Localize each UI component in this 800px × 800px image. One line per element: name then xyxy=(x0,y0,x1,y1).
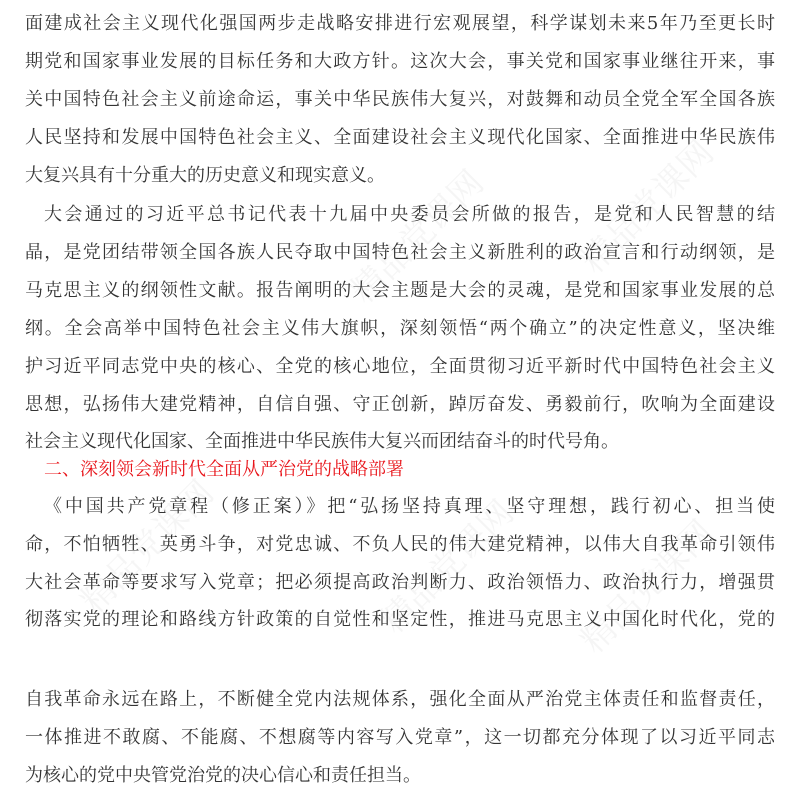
text-line: 《中国共产党章程（修正案）》把“弘扬坚持真理、坚守理想，践行初心、担当使 xyxy=(44,496,775,517)
text-line: 彻落实党的理论和路线方针政策的自觉性和坚定性，推进马克思主义中国化时代化，党的 xyxy=(25,609,775,630)
text-line: 大复兴具有十分重大的历史意义和现实意义。 xyxy=(25,165,385,186)
text-line: 护习近平同志党中央的核心、全党的核心地位，全面贯彻习近平新时代中国特色社会主义 xyxy=(25,356,775,377)
text-line: 大会通过的习近平总书记代表十九届中央委员会所做的报告，是党和人民智慧的结 xyxy=(44,204,775,225)
text-line: 自我革命永远在路上，不断健全党内法规体系，强化全面从严治党主体责任和监督责任， xyxy=(25,689,775,710)
text-line: 大社会革命等要求写入党章；把必须提高政治判断力、政治领悟力、政治执行力，增强贯 xyxy=(25,572,775,593)
text-line: 晶，是党团结带领全国各族人民夺取中国特色社会主义新胜利的政治宣言和行动纲领，是 xyxy=(25,242,775,263)
text-line: 纲。全会高举中国特色社会主义伟大旗帜，深刻领悟“两个确立”的决定性意义，坚决维 xyxy=(25,318,775,339)
text-line: 面建成社会主义现代化强国两步走战略安排进行宏观展望，科学谋划未来5年乃至更长时 xyxy=(25,13,775,34)
text-line: 命，不怕牺牲、英勇斗争，对党忠诚、不负人民的伟大建党精神，以伟大自我革命引领伟 xyxy=(25,534,775,555)
text-line: 社会主义现代化国家、全面推进中华民族伟大复兴而团结奋斗的时代号角。 xyxy=(25,431,619,452)
text-line: 马克思主义的纲领性文献。报告阐明的大会主题是大会的灵魂，是党和国家事业发展的总 xyxy=(25,280,775,301)
section-heading: 二、深刻领会新时代全面从严治党的战略部署 xyxy=(44,459,404,480)
text-line: 期党和国家事业发展的目标任务和大政方针。这次大会，事关党和国家事业继往开来，事 xyxy=(25,51,775,72)
text-line: 为核心的党中央管党治党的决心信心和责任担当。 xyxy=(25,765,421,786)
text-line: 一体推进不敢腐、不能腐、不想腐等内容写入党章”，这一切都充分体现了以习近平同志 xyxy=(25,727,775,748)
text-line: 人民坚持和发展中国特色社会主义、全面建设社会主义现代化国家、全面推进中华民族伟 xyxy=(25,127,775,148)
text-line: 关中国特色社会主义前途命运，事关中华民族伟大复兴，对鼓舞和动员全党全军全国各族 xyxy=(25,89,775,110)
text-line: 思想，弘扬伟大建党精神，自信自强、守正创新，踔厉奋发、勇毅前行，吹响为全面建设 xyxy=(25,394,775,415)
